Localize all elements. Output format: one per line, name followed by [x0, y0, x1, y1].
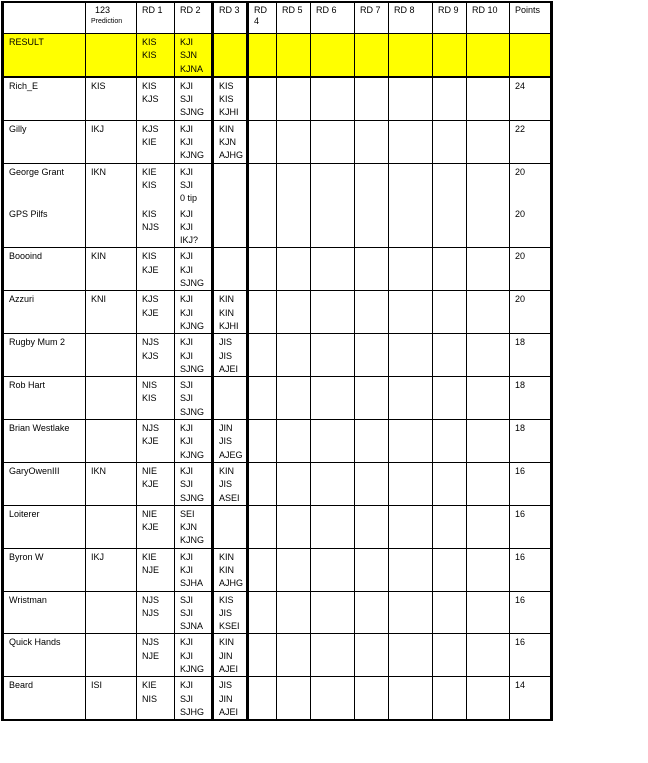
- player-name: Beard: [3, 677, 86, 720]
- player-rd4: [248, 248, 277, 291]
- player-name: Byron W: [3, 548, 86, 591]
- player-rd6: [311, 77, 355, 120]
- player-rd10: [467, 505, 510, 548]
- player-rd2: KJI KJI KJNG: [175, 420, 213, 463]
- player-rd6: [311, 591, 355, 634]
- player-rd7: [355, 77, 389, 120]
- player-rd1: NIS KIS: [137, 377, 175, 420]
- player-rd7: [355, 634, 389, 677]
- player-rd4: [248, 377, 277, 420]
- player-rd9: [433, 291, 467, 334]
- player-prediction: [86, 591, 137, 634]
- player-rd4: [248, 120, 277, 163]
- player-rd4: [248, 462, 277, 505]
- player-rd9: [433, 120, 467, 163]
- player-prediction: KNI: [86, 291, 137, 334]
- player-rd4: [248, 334, 277, 377]
- player-rd3: KIN KIN KJHI: [213, 291, 248, 334]
- player-points: 20: [510, 291, 552, 334]
- player-rd8: [389, 591, 433, 634]
- player-rd3: JIN JIS AJEG: [213, 420, 248, 463]
- player-rd10: [467, 248, 510, 291]
- player-name: Boooind: [3, 248, 86, 291]
- player-rd3: KIS JIS KSEI: [213, 591, 248, 634]
- result-rd5: [277, 34, 311, 77]
- player-rd3: [213, 248, 248, 291]
- player-prediction: [86, 334, 137, 377]
- player-rd9: [433, 462, 467, 505]
- player-rd1: KJS KJE: [137, 291, 175, 334]
- player-name: Gilly: [3, 120, 86, 163]
- player-rd8: [389, 77, 433, 120]
- player-prediction: [86, 377, 137, 420]
- result-points: [510, 34, 552, 77]
- player-rd7: [355, 420, 389, 463]
- table-row: [3, 505, 552, 548]
- player-rd6: [311, 634, 355, 677]
- player-rd6: [311, 505, 355, 548]
- player-rd2: KJI SJI SJHG: [175, 677, 213, 720]
- player-rd2: KJI SJI 0 tip: [175, 163, 213, 205]
- player-rd8: [389, 420, 433, 463]
- player-rd8: [389, 291, 433, 334]
- player-points: 16: [510, 548, 552, 591]
- player-rd10: [467, 163, 510, 205]
- player-rd2: SEI KJN KJNG: [175, 505, 213, 548]
- player-points: 16: [510, 505, 552, 548]
- player-rd3: [213, 377, 248, 420]
- player-rd6: [311, 120, 355, 163]
- player-rd8: [389, 120, 433, 163]
- player-name: Rob Hart: [3, 377, 86, 420]
- player-rd9: [433, 505, 467, 548]
- header-rd4: RD 4: [248, 2, 277, 34]
- result-name: RESULT: [3, 34, 86, 77]
- player-rd10: [467, 420, 510, 463]
- player-rd1: NIE KJE: [137, 462, 175, 505]
- player-rd7: [355, 163, 389, 205]
- player-rd5: [277, 120, 311, 163]
- player-rd8: [389, 334, 433, 377]
- player-rd1: KIE NJE: [137, 548, 175, 591]
- player-rd3: KIN JIN AJEI: [213, 634, 248, 677]
- player-name: GPS Pilfs: [3, 206, 86, 248]
- player-rd8: [389, 505, 433, 548]
- player-rd4: [248, 548, 277, 591]
- player-rd1: KIE KIS: [137, 163, 175, 205]
- player-rd2: KJI KJI SJHA: [175, 548, 213, 591]
- header-rd7: RD 7: [355, 2, 389, 34]
- header-row: [3, 2, 552, 34]
- player-name: Wristman: [3, 591, 86, 634]
- player-rd5: [277, 548, 311, 591]
- result-rd4: [248, 34, 277, 77]
- player-rd6: [311, 291, 355, 334]
- player-rd2: KJI SJI SJNG: [175, 462, 213, 505]
- result-rd1: KIS KIS: [137, 34, 175, 77]
- player-rd7: [355, 591, 389, 634]
- player-rd7: [355, 677, 389, 720]
- result-rd2: KJI SJN KJNA: [175, 34, 213, 77]
- result-pred: [86, 34, 137, 77]
- player-rd2: KJI KJI SJNG: [175, 334, 213, 377]
- header-name: [3, 2, 86, 34]
- player-rd2: KJI SJI SJNG: [175, 77, 213, 120]
- player-rd2: SJI SJI SJNG: [175, 377, 213, 420]
- player-prediction: [86, 420, 137, 463]
- player-rd7: [355, 548, 389, 591]
- player-rd3: KIN KJN AJHG: [213, 120, 248, 163]
- player-prediction: KIN: [86, 248, 137, 291]
- player-prediction: [86, 634, 137, 677]
- player-rd3: JIS JIS AJEI: [213, 334, 248, 377]
- player-name: Rugby Mum 2: [3, 334, 86, 377]
- player-points: 16: [510, 634, 552, 677]
- player-points: 20: [510, 163, 552, 205]
- player-rd3: JIS JIN AJEI: [213, 677, 248, 720]
- player-points: 20: [510, 248, 552, 291]
- player-points: 22: [510, 120, 552, 163]
- player-rd1: KJS KIE: [137, 120, 175, 163]
- table-row: [3, 206, 552, 248]
- player-rd5: [277, 163, 311, 205]
- player-rd6: [311, 677, 355, 720]
- player-name: GaryOwenIII: [3, 462, 86, 505]
- player-rd9: [433, 206, 467, 248]
- player-rd8: [389, 677, 433, 720]
- player-prediction: IKN: [86, 462, 137, 505]
- player-rd7: [355, 505, 389, 548]
- player-rd6: [311, 206, 355, 248]
- player-rd8: [389, 377, 433, 420]
- player-rd10: [467, 548, 510, 591]
- player-rd9: [433, 677, 467, 720]
- table-row: [3, 163, 552, 205]
- player-prediction: [86, 505, 137, 548]
- result-rd10: [467, 34, 510, 77]
- player-points: 16: [510, 591, 552, 634]
- player-rd1: KIS NJS: [137, 206, 175, 248]
- player-rd3: [213, 505, 248, 548]
- header-rd6: RD 6: [311, 2, 355, 34]
- player-rd1: NJS NJE: [137, 634, 175, 677]
- player-rd9: [433, 77, 467, 120]
- table-row: [3, 677, 552, 720]
- player-name: Brian Westlake: [3, 420, 86, 463]
- player-rd10: [467, 120, 510, 163]
- player-rd4: [248, 420, 277, 463]
- player-rd5: [277, 462, 311, 505]
- player-rd7: [355, 291, 389, 334]
- table-row: [3, 77, 552, 120]
- player-rd6: [311, 420, 355, 463]
- player-rd9: [433, 591, 467, 634]
- player-prediction: ISI: [86, 677, 137, 720]
- header-prediction: [86, 2, 137, 34]
- player-rd5: [277, 248, 311, 291]
- player-rd9: [433, 634, 467, 677]
- player-points: 20: [510, 206, 552, 248]
- table-row: [3, 591, 552, 634]
- player-rd3: [213, 206, 248, 248]
- player-prediction: [86, 206, 137, 248]
- result-rd6: [311, 34, 355, 77]
- player-rd10: [467, 677, 510, 720]
- player-rd1: NJS KJS: [137, 334, 175, 377]
- player-rd5: [277, 377, 311, 420]
- player-rd5: [277, 334, 311, 377]
- player-rd5: [277, 206, 311, 248]
- result-rd7: [355, 34, 389, 77]
- player-rd8: [389, 462, 433, 505]
- player-rd9: [433, 548, 467, 591]
- player-rd8: [389, 248, 433, 291]
- player-rd10: [467, 634, 510, 677]
- player-prediction: IKJ: [86, 548, 137, 591]
- player-rd8: [389, 548, 433, 591]
- player-rd5: [277, 634, 311, 677]
- header-prediction-label: Prediction: [91, 18, 123, 25]
- header-rd9: RD 9: [433, 2, 467, 34]
- player-rd2: KJI KJI KJNG: [175, 120, 213, 163]
- player-rd7: [355, 462, 389, 505]
- player-rd10: [467, 334, 510, 377]
- player-rd10: [467, 206, 510, 248]
- player-rd5: [277, 420, 311, 463]
- player-rd4: [248, 206, 277, 248]
- player-rd2: KJI KJI IKJ?: [175, 206, 213, 248]
- result-row: [3, 34, 552, 77]
- player-rd10: [467, 291, 510, 334]
- player-rd4: [248, 505, 277, 548]
- player-name: Rich_E: [3, 77, 86, 120]
- player-rd4: [248, 591, 277, 634]
- player-prediction: KIS: [86, 77, 137, 120]
- player-rd9: [433, 334, 467, 377]
- player-points: 18: [510, 420, 552, 463]
- table-row: [3, 462, 552, 505]
- table-row: [3, 291, 552, 334]
- player-rd3: KIS KIS KJHI: [213, 77, 248, 120]
- player-rd6: [311, 462, 355, 505]
- player-rd2: SJI SJI SJNA: [175, 591, 213, 634]
- player-rd6: [311, 334, 355, 377]
- header-rd3: RD 3: [213, 2, 248, 34]
- player-name: George Grant: [3, 163, 86, 205]
- player-rd7: [355, 206, 389, 248]
- player-rd8: [389, 634, 433, 677]
- standings-table: [1, 1, 553, 721]
- player-rd7: [355, 334, 389, 377]
- player-rd4: [248, 77, 277, 120]
- player-points: 18: [510, 334, 552, 377]
- player-prediction: IKJ: [86, 120, 137, 163]
- player-name: Quick Hands: [3, 634, 86, 677]
- player-rd9: [433, 420, 467, 463]
- header-rd10: RD 10: [467, 2, 510, 34]
- player-rd7: [355, 377, 389, 420]
- player-rd10: [467, 77, 510, 120]
- player-rd3: [213, 163, 248, 205]
- player-rd4: [248, 163, 277, 205]
- player-rd1: KIS KJE: [137, 248, 175, 291]
- player-rd6: [311, 548, 355, 591]
- player-points: 18: [510, 377, 552, 420]
- player-rd7: [355, 248, 389, 291]
- header-rd5: RD 5: [277, 2, 311, 34]
- player-rd9: [433, 248, 467, 291]
- player-rd3: KIN KIN AJHG: [213, 548, 248, 591]
- player-points: 14: [510, 677, 552, 720]
- player-name: Loiterer: [3, 505, 86, 548]
- player-rd5: [277, 591, 311, 634]
- player-rd4: [248, 634, 277, 677]
- player-rd8: [389, 206, 433, 248]
- player-rd10: [467, 591, 510, 634]
- player-rd9: [433, 377, 467, 420]
- result-rd9: [433, 34, 467, 77]
- player-rd3: KIN JIS ASEI: [213, 462, 248, 505]
- player-points: 16: [510, 462, 552, 505]
- player-rd4: [248, 677, 277, 720]
- header-rd1: RD 1: [137, 2, 175, 34]
- player-rd1: KIS KJS: [137, 77, 175, 120]
- table-row: [3, 248, 552, 291]
- player-rd1: NJS KJE: [137, 420, 175, 463]
- player-rd7: [355, 120, 389, 163]
- player-rd2: KJI KJI KJNG: [175, 291, 213, 334]
- player-rd2: KJI KJI SJNG: [175, 248, 213, 291]
- table-row: [3, 377, 552, 420]
- player-rd5: [277, 505, 311, 548]
- header-prediction-number: 123: [95, 5, 111, 15]
- header-points: Points: [510, 2, 552, 34]
- player-rd2: KJI KJI KJNG: [175, 634, 213, 677]
- player-rd1: NJS NJS: [137, 591, 175, 634]
- player-rd6: [311, 163, 355, 205]
- player-rd8: [389, 163, 433, 205]
- player-rd5: [277, 677, 311, 720]
- player-rd6: [311, 248, 355, 291]
- player-rd9: [433, 163, 467, 205]
- table-row: [3, 334, 552, 377]
- header-rd8: RD 8: [389, 2, 433, 34]
- player-rd5: [277, 77, 311, 120]
- player-rd6: [311, 377, 355, 420]
- table-row: [3, 120, 552, 163]
- player-rd10: [467, 377, 510, 420]
- player-prediction: IKN: [86, 163, 137, 205]
- table-row: [3, 420, 552, 463]
- player-points: 24: [510, 77, 552, 120]
- player-rd10: [467, 462, 510, 505]
- result-rd3: [213, 34, 248, 77]
- table-row: [3, 634, 552, 677]
- player-name: Azzuri: [3, 291, 86, 334]
- header-rd2: RD 2: [175, 2, 213, 34]
- result-rd8: [389, 34, 433, 77]
- player-rd4: [248, 291, 277, 334]
- player-rd5: [277, 291, 311, 334]
- player-rd1: KIE NIS: [137, 677, 175, 720]
- player-rd1: NIE KJE: [137, 505, 175, 548]
- table-row: [3, 548, 552, 591]
